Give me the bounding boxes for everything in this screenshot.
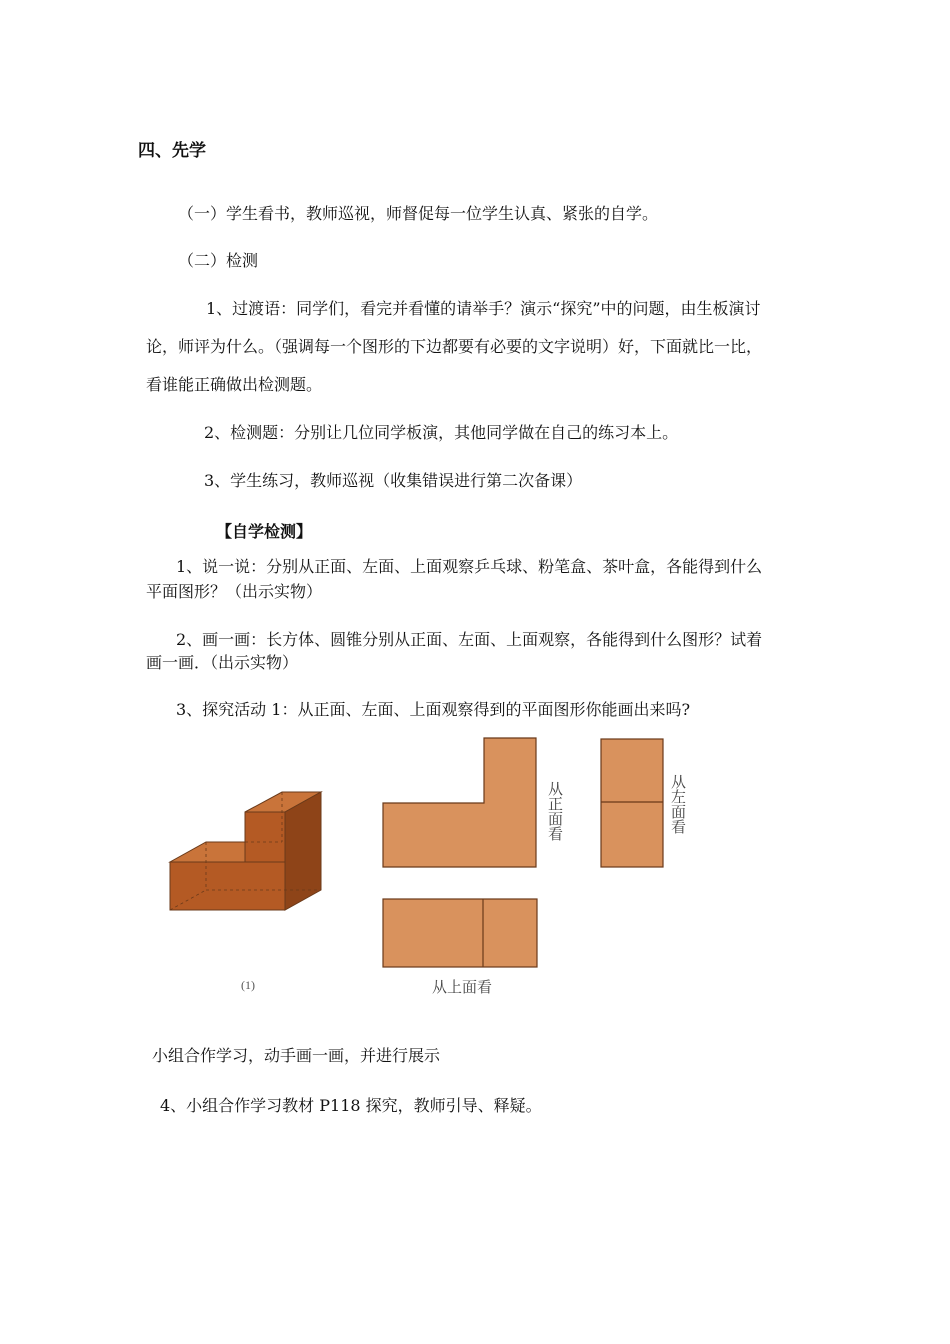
figure-caption-number: (1) — [241, 978, 255, 992]
paragraph-transition-line1: 1、过渡语：同学们，看完并看懂的请举手？演示“探究”中的问题，由生板演讨 — [206, 299, 761, 318]
l-shaped-solid-figure — [160, 782, 340, 992]
solid-step-front-face — [245, 812, 285, 862]
solid-right-face — [285, 792, 321, 910]
group-drawing-note: 小组合作学习，动手画一画，并进行展示 — [152, 1046, 441, 1065]
paragraph-test-questions: 2、检测题：分别让几位同学板演，其他同学做在自己的练习本上。 — [204, 423, 679, 442]
question-2-line1: 2、画一画：长方体、圆锥分别从正面、左面、上面观察，各能得到什么图形？试着 — [176, 630, 763, 649]
paragraph-self-study: （一）学生看书，教师巡视，师督促每一位学生认真、紧张的自学。 — [178, 204, 659, 223]
paragraph-check-heading: （二）检测 — [178, 251, 259, 270]
paragraph-practice: 3、学生练习，教师巡视（收集错误进行第二次备课） — [204, 471, 583, 490]
question-3: 3、探究活动 1：从正面、左面、上面观察得到的平面图形你能画出来吗? — [176, 700, 691, 719]
left-view-figure — [598, 736, 698, 871]
paragraph-transition-line3: 看谁能正确做出检测题。 — [146, 375, 323, 394]
question-1-line2: 平面图形？（出示实物） — [146, 582, 323, 601]
solid-lower-top-face — [170, 842, 245, 862]
top-view-shape — [383, 899, 537, 967]
left-view-label: 从左面看 — [669, 774, 687, 834]
top-view-label: 从上面看 — [432, 978, 493, 996]
front-view-figure — [380, 735, 590, 875]
front-view-shape — [383, 738, 536, 867]
section-title: 四、先学 — [138, 141, 206, 161]
question-1-line1: 1、说一说：分别从正面、左面、上面观察乒乓球、粉笔盒、茶叶盒，各能得到什么 — [176, 557, 763, 576]
self-test-title: 【自学检测】 — [216, 522, 313, 541]
solid-front-face — [170, 862, 285, 910]
paragraph-group-study: 4、小组合作学习教材 P118 探究，教师引导、释疑。 — [160, 1096, 542, 1115]
question-2-line2: 画一画．（出示实物） — [146, 653, 299, 672]
top-view-figure — [380, 895, 560, 1000]
left-view-shape — [601, 739, 663, 867]
front-view-label: 从正面看 — [546, 781, 564, 841]
paragraph-transition-line2: 论，师评为什么。（强调每一个图形的下边都要有必要的文字说明）好，下面就比一比， — [146, 337, 763, 356]
